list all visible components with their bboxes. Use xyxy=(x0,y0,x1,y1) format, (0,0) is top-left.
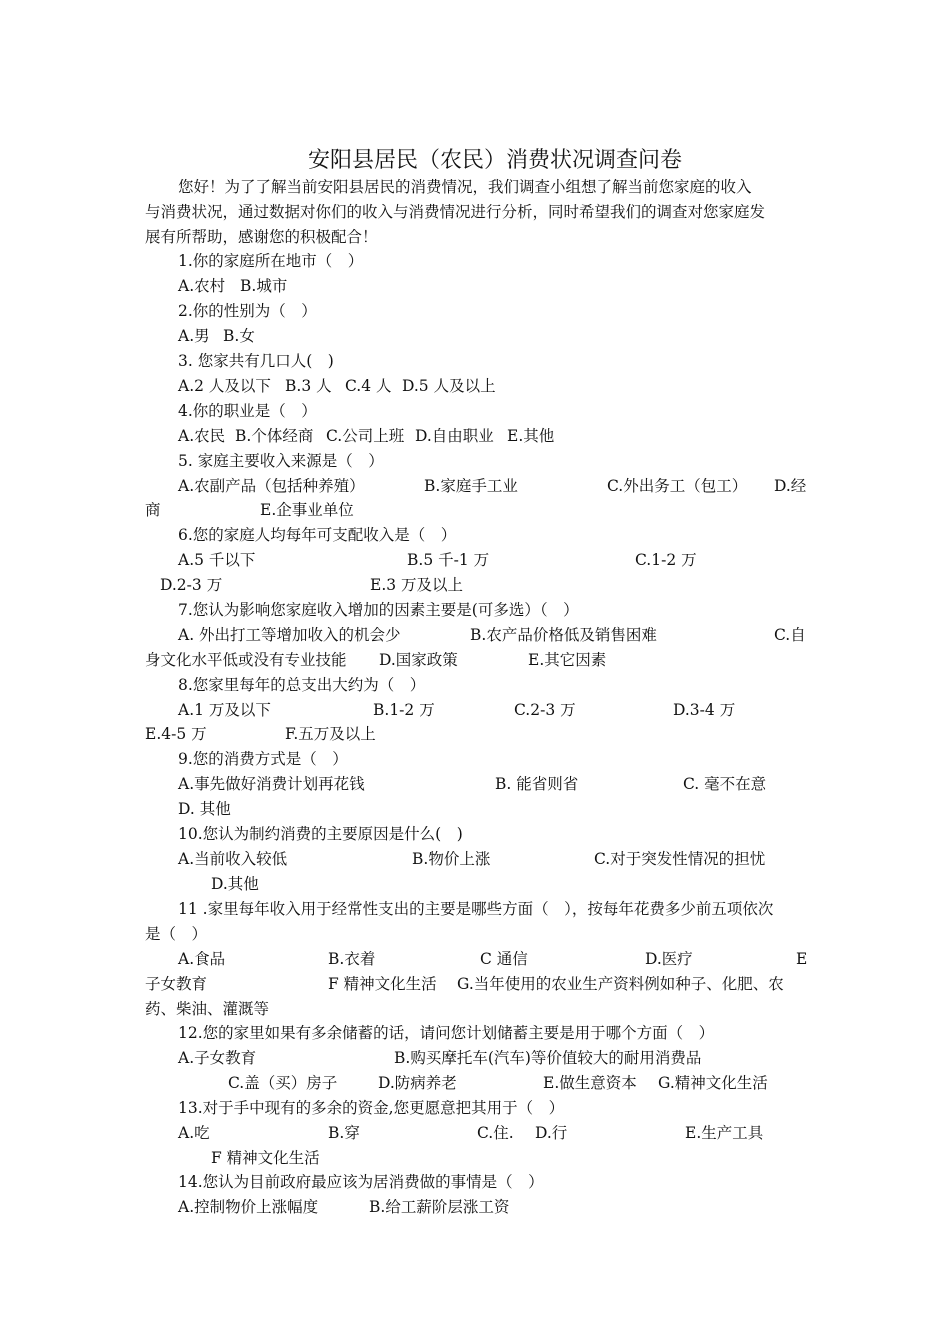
option: G.当年使用的农业生产资料例如种子、化肥、农 xyxy=(457,975,784,993)
option: D.3-4 万 xyxy=(673,701,736,719)
options-q7-cont xyxy=(145,650,845,670)
option: C.对于突发性情况的担忧 xyxy=(594,850,766,868)
options-q3 xyxy=(178,376,878,396)
document-title: 安阳县居民（农民）消费状况调查问卷 xyxy=(307,148,682,173)
option: C. 毫不在意 xyxy=(683,775,767,793)
question-2: 2.你的性别为（ ） xyxy=(178,302,317,320)
question-3: 3. 您家共有几口人( ) xyxy=(178,352,334,370)
option: C.外出务工（包工） xyxy=(607,477,748,495)
question-11-cont: 是（ ） xyxy=(145,925,208,943)
option: C.1-2 万 xyxy=(635,551,697,569)
option: F 精神文化生活 xyxy=(328,975,437,993)
option: A. 外出打工等增加收入的机会少 xyxy=(178,626,401,644)
option-cont: 药、柴油、灌溉等 xyxy=(145,1000,270,1018)
intro-line: 与消费状况，通过数据对你们的收入与消费情况进行分析，同时希望我们的调查对您家庭发 xyxy=(145,203,766,221)
option: C.住. xyxy=(477,1124,514,1142)
question-7: 7.您认为影响您家庭收入增加的因素主要是(可多选）（ ） xyxy=(178,601,579,619)
intro-line: 您好！为了了解当前安阳县居民的消费情况，我们调查小组想了解当前您家庭的收入 xyxy=(178,178,752,196)
option: A.吃 xyxy=(178,1124,210,1142)
option: B.城市 xyxy=(240,277,288,295)
options-q8-cont xyxy=(145,724,845,744)
option: D.经 xyxy=(774,477,807,495)
option: B.农产品价格低及销售困难 xyxy=(470,626,657,644)
option-cont: 身文化水平低或没有专业技能 xyxy=(145,651,347,669)
option: B.个体经商 xyxy=(235,427,314,445)
option: G.精神文化生活 xyxy=(658,1074,768,1092)
option: B.家庭手工业 xyxy=(424,477,518,495)
question-9: 9.您的消费方式是（ ） xyxy=(178,750,348,768)
question-5: 5. 家庭主要收入来源是（ ） xyxy=(178,452,384,470)
option: A.农副产品（包括种养殖） xyxy=(178,477,365,495)
option: A.5 千以下 xyxy=(178,551,256,569)
options-q9 xyxy=(145,774,845,794)
option-cont: 子女教育 xyxy=(145,975,208,993)
option: A.农村 xyxy=(178,277,226,295)
option: B.3 人 xyxy=(285,377,332,395)
options-q12-cont xyxy=(145,1073,845,1093)
options-q10 xyxy=(145,849,845,869)
options-q14 xyxy=(178,1197,878,1217)
option: A.2 人及以下 xyxy=(178,377,271,395)
option: A.1 万及以下 xyxy=(178,701,271,719)
option: A.食品 xyxy=(178,950,226,968)
option: E xyxy=(796,950,808,968)
question-8: 8.您家里每年的总支出大约为（ ） xyxy=(178,676,426,694)
options-q4 xyxy=(178,426,878,446)
option: A.控制物价上涨幅度 xyxy=(178,1198,319,1216)
options-q1 xyxy=(178,276,878,296)
option: D. 其他 xyxy=(178,800,231,818)
option: E.其他 xyxy=(507,427,555,445)
option: E.3 万及以上 xyxy=(370,576,464,594)
option: D.防病养老 xyxy=(378,1074,457,1092)
option: B.1-2 万 xyxy=(373,701,435,719)
option: C.公司上班 xyxy=(326,427,405,445)
option: A.农民 xyxy=(178,427,226,445)
option: B.穿 xyxy=(328,1124,360,1142)
option: E.4-5 万 xyxy=(145,725,207,743)
option: B. 能省则省 xyxy=(495,775,579,793)
option: A.事先做好消费计划再花钱 xyxy=(178,775,365,793)
option: A.当前收入较低 xyxy=(178,850,288,868)
option: E.生产工具 xyxy=(685,1124,764,1142)
question-12: 12.您的家里如果有多余储蓄的话，请问您计划储蓄主要是用于哪个方面（ ） xyxy=(178,1024,715,1042)
option: C.自 xyxy=(774,626,806,644)
options-q5 xyxy=(145,476,845,496)
option: D.其他 xyxy=(211,875,259,893)
option: D.自由职业 xyxy=(415,427,494,445)
options-q13 xyxy=(145,1123,845,1143)
option: D.2-3 万 xyxy=(160,576,223,594)
option: C 通信 xyxy=(480,950,528,968)
options-q2 xyxy=(178,326,878,346)
question-1: 1.你的家庭所在地市（ ） xyxy=(178,252,364,270)
option: E.其它因素 xyxy=(528,651,607,669)
question-4: 4.你的职业是（ ） xyxy=(178,402,317,420)
option: F 精神文化生活 xyxy=(211,1149,320,1167)
option-cont: 商 xyxy=(145,501,161,519)
option: B.女 xyxy=(223,327,255,345)
option: D.医疗 xyxy=(645,950,693,968)
options-q11 xyxy=(145,949,845,969)
option: D.5 人及以上 xyxy=(402,377,496,395)
question-14: 14.您认为目前政府最应该为居消费做的事情是（ ） xyxy=(178,1173,544,1191)
option: F.五万及以上 xyxy=(285,725,376,743)
options-q8 xyxy=(145,700,845,720)
option: E.做生意资本 xyxy=(543,1074,637,1092)
options-q12 xyxy=(145,1048,845,1068)
option: B.给工薪阶层涨工资 xyxy=(369,1198,510,1216)
option: C.盖（买）房子 xyxy=(228,1074,338,1092)
option: D.国家政策 xyxy=(379,651,458,669)
options-q6 xyxy=(145,550,845,570)
option: B.衣着 xyxy=(328,950,376,968)
option: B.5 千-1 万 xyxy=(407,551,490,569)
option: B.物价上涨 xyxy=(412,850,491,868)
option: B.购买摩托车(汽车)等价值较大的耐用消费品 xyxy=(394,1049,702,1067)
options-q5-cont xyxy=(145,500,845,520)
question-6: 6.您的家庭人均每年可支配收入是（ ） xyxy=(178,526,457,544)
option: A.子女教育 xyxy=(178,1049,257,1067)
option: C.2-3 万 xyxy=(514,701,576,719)
question-10: 10.您认为制约消费的主要原因是什么( ) xyxy=(178,825,463,843)
intro-line: 展有所帮助，感谢您的积极配合！ xyxy=(145,228,378,246)
option: C.4 人 xyxy=(345,377,392,395)
question-13: 13.对于手中现有的多余的资金,您更愿意把其用于（ ） xyxy=(178,1099,565,1117)
options-q7 xyxy=(145,625,845,645)
options-q6-cont xyxy=(145,575,845,595)
option: E.企事业单位 xyxy=(260,501,354,519)
option: A.男 xyxy=(178,327,210,345)
options-q11-cont xyxy=(145,974,845,994)
option: D.行 xyxy=(535,1124,568,1142)
question-11: 11 .家里每年收入用于经常性支出的主要是哪些方面（ ），按每年花费多少前五项依次 xyxy=(178,900,774,918)
